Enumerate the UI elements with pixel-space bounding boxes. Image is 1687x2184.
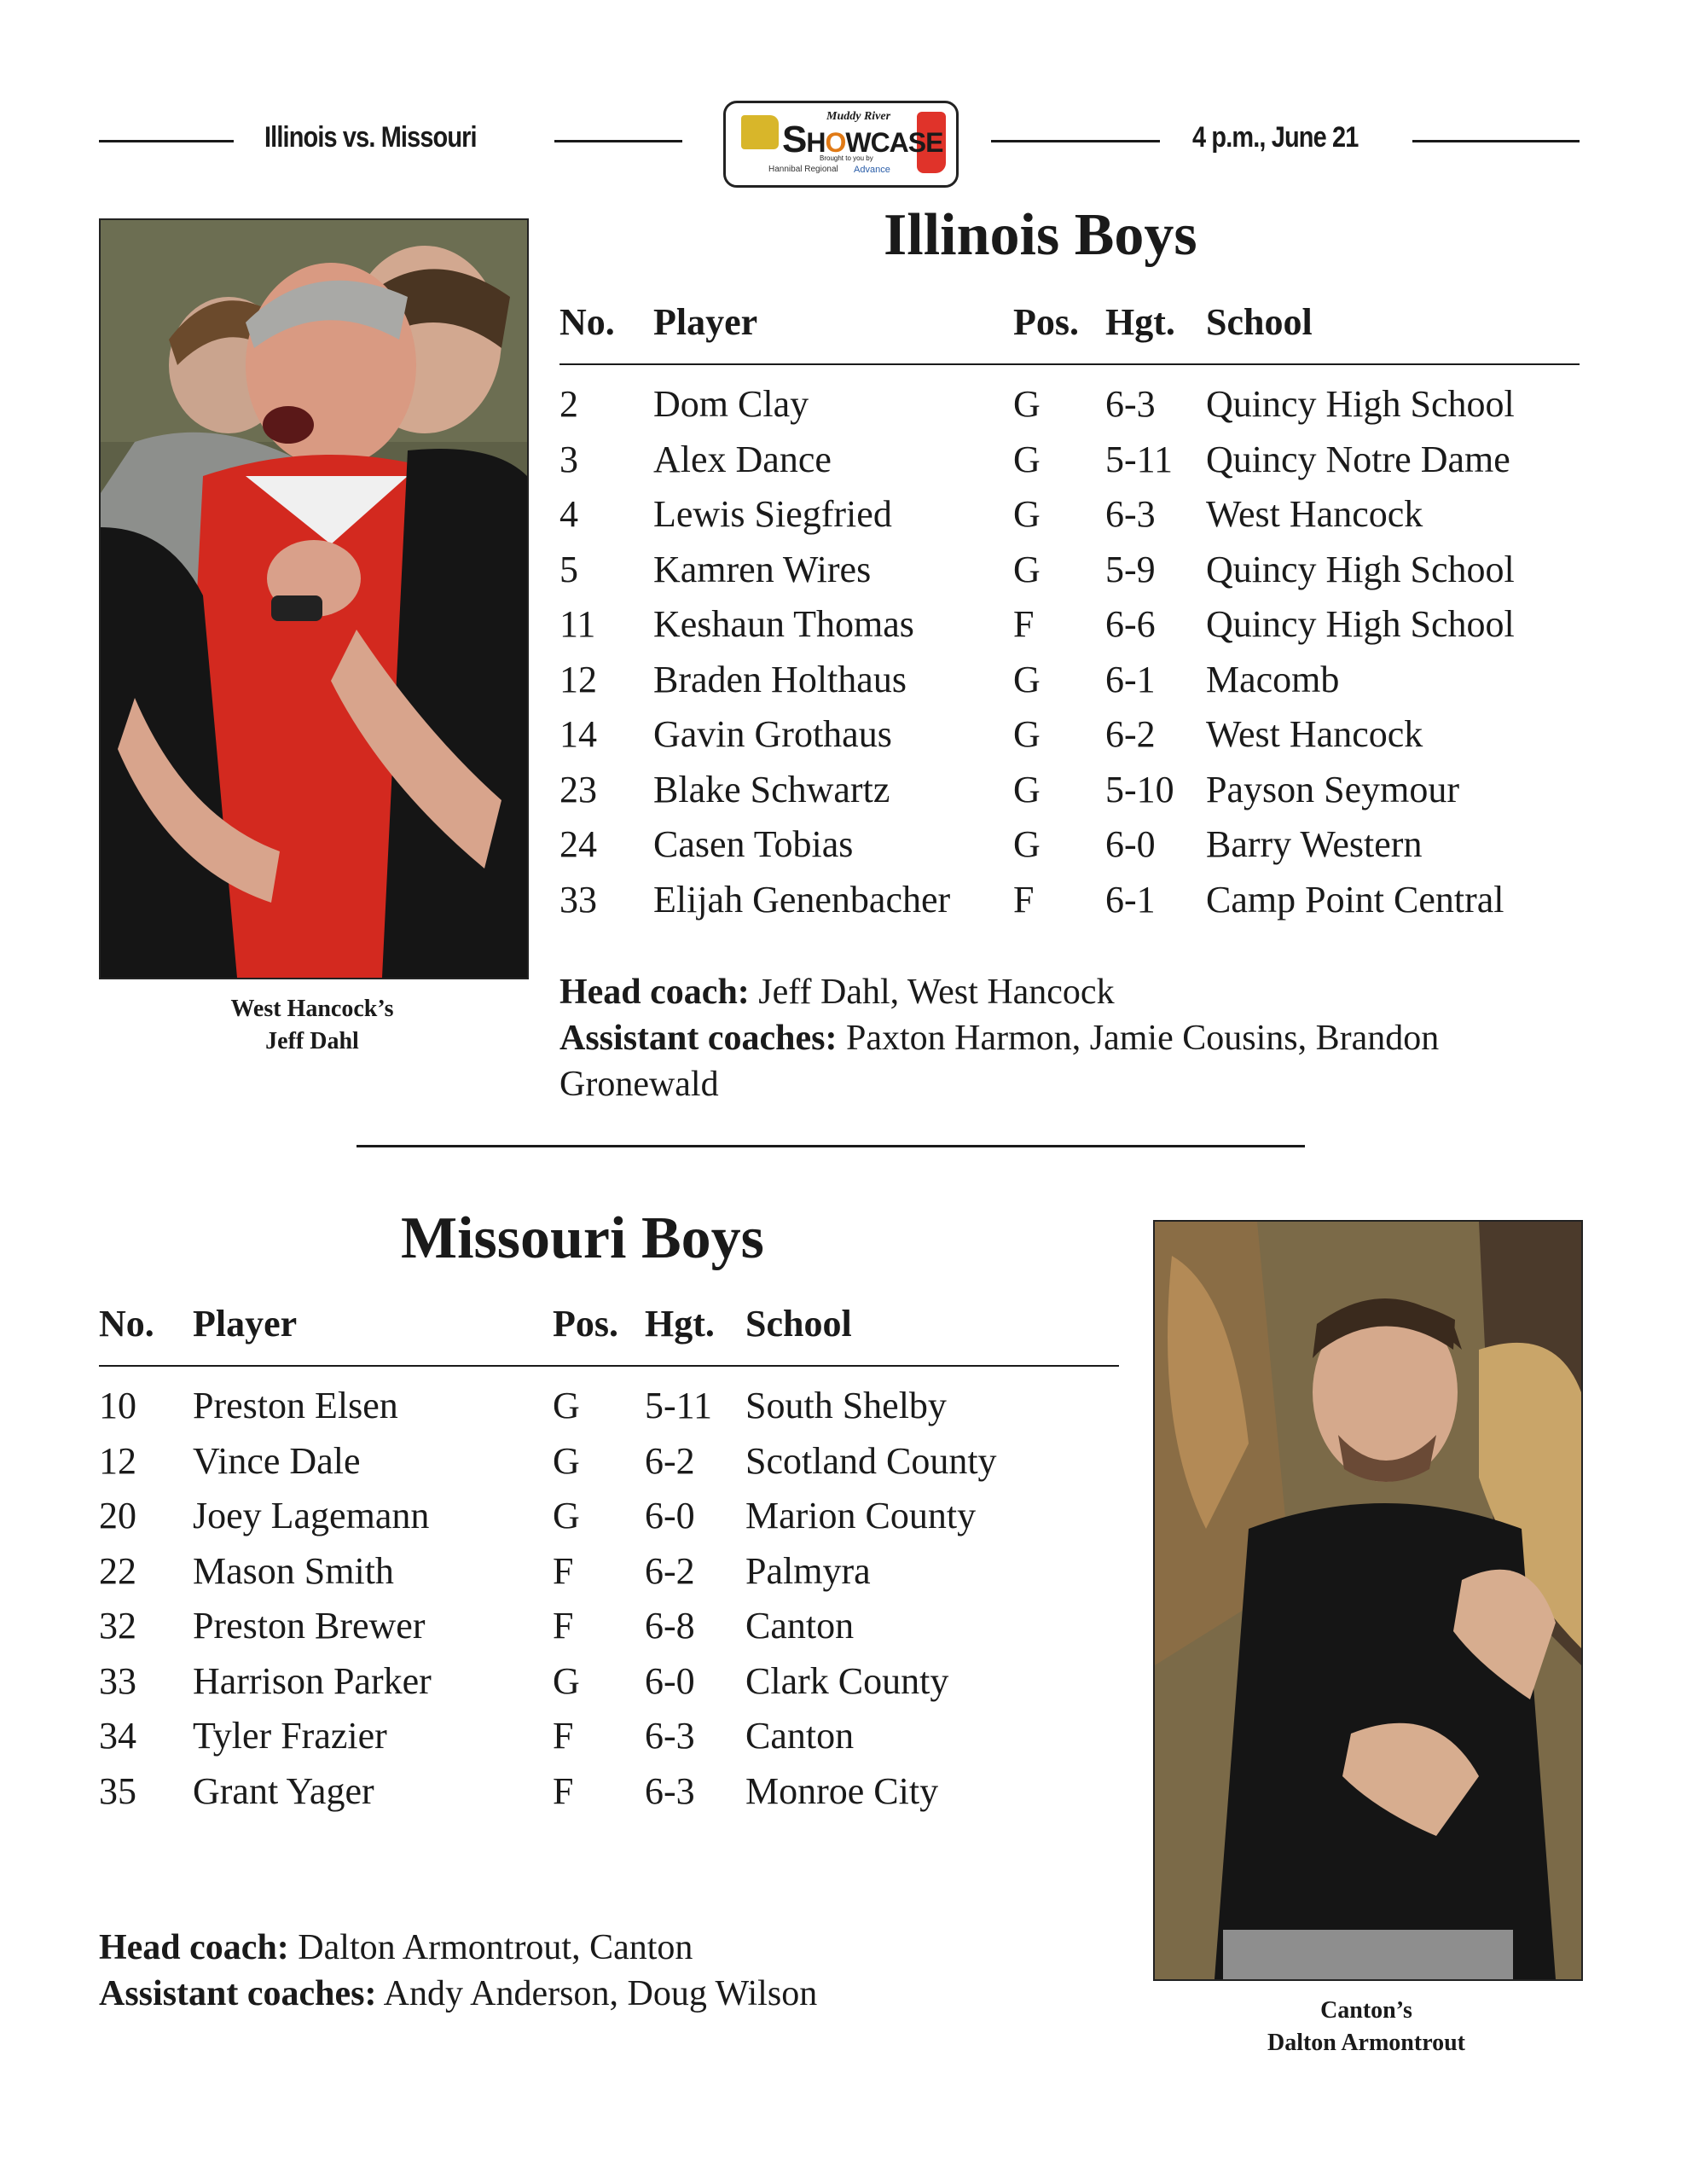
roster-row [99, 1769, 1119, 1824]
col-pos: Pos. [1013, 301, 1079, 343]
player-height: 5-11 [1105, 438, 1174, 480]
player-number: 12 [99, 1439, 136, 1482]
player-height: 6-1 [1105, 878, 1156, 921]
roster-row [559, 602, 1580, 657]
roster-row [559, 492, 1580, 547]
player-name: Tyler Frazier [193, 1715, 387, 1757]
player-height: 6-6 [1105, 603, 1156, 645]
player-name: Gavin Grothaus [653, 713, 892, 755]
logo-sponsor-1: Hannibal Regional [768, 165, 838, 174]
player-position: G [1013, 658, 1041, 700]
player-school: Palmyra [745, 1549, 871, 1592]
header-rule-right-2 [1412, 140, 1580, 142]
col-player: Player [193, 1303, 298, 1345]
roster-row [559, 548, 1580, 602]
player-number: 5 [559, 548, 578, 590]
roster-row [559, 822, 1580, 877]
missouri-assistant-coaches: Assistant coaches: Andy Anderson, Doug Wilson [99, 1974, 818, 2013]
player-position: G [1013, 493, 1041, 535]
player-height: 5-10 [1105, 768, 1174, 810]
missouri-roster-table [99, 1302, 1119, 1814]
player-position: G [1013, 548, 1041, 590]
player-school: Barry Western [1206, 823, 1423, 865]
roster-row [559, 658, 1580, 712]
player-number: 23 [559, 768, 597, 810]
player-number: 2 [559, 383, 578, 425]
player-position: G [1013, 383, 1041, 425]
roster-row [99, 1714, 1119, 1769]
player-name: Dom Clay [653, 383, 809, 425]
header-rule-left-1 [99, 140, 234, 142]
player-height: 6-3 [645, 1715, 695, 1757]
player-name: Keshaun Thomas [653, 603, 914, 645]
roster-row [99, 1549, 1119, 1604]
illinois-head-coach: Head coach: Jeff Dahl, West Hancock [559, 973, 1115, 1012]
player-school: South Shelby [745, 1385, 947, 1426]
player-name: Elijah Genenbacher [653, 878, 951, 921]
player-number: 34 [99, 1715, 136, 1757]
player-number: 11 [559, 603, 596, 645]
player-height: 6-2 [1105, 713, 1156, 755]
col-hgt: Hgt. [645, 1303, 715, 1345]
player-name: Casen Tobias [653, 823, 854, 865]
player-height: 5-9 [1105, 548, 1156, 590]
showcase-logo [723, 101, 959, 188]
roster-row [99, 1439, 1119, 1494]
player-position: G [1013, 713, 1041, 755]
game-time: 4 p.m., June 21 [1192, 121, 1359, 154]
player-school: Marion County [745, 1495, 977, 1536]
player-position: G [1013, 768, 1041, 810]
player-number: 33 [99, 1659, 136, 1702]
illinois-roster-table [559, 300, 1580, 932]
player-school: Canton [745, 1605, 855, 1647]
illinois-coach-photo [99, 218, 529, 979]
matchup-label: Illinois vs. Missouri [264, 121, 477, 154]
roster-row [99, 1384, 1119, 1438]
col-hgt: Hgt. [1105, 301, 1175, 343]
missouri-head-coach: Head coach: Dalton Armontrout, Canton [99, 1928, 693, 1967]
player-number: 10 [99, 1385, 136, 1426]
player-position: G [1013, 438, 1041, 480]
player-name: Mason Smith [193, 1549, 394, 1592]
player-height: 6-3 [1105, 493, 1156, 535]
player-position: G [1013, 823, 1041, 865]
player-position: G [553, 1385, 580, 1426]
player-name: Blake Schwartz [653, 768, 890, 810]
player-school: Quincy High School [1206, 383, 1515, 425]
player-height: 6-0 [645, 1659, 695, 1702]
roster-row [99, 1494, 1119, 1548]
player-school: West Hancock [1206, 713, 1423, 755]
player-school: Quincy High School [1206, 603, 1515, 645]
header-underline [559, 363, 1580, 365]
player-number: 3 [559, 438, 578, 480]
section-divider [357, 1145, 1305, 1147]
roster-row [559, 712, 1580, 767]
logo-sponsor-2: Advance [854, 165, 890, 175]
logo-wordmark: SHOWCASE [782, 119, 943, 160]
logo-line1: Muddy River [826, 110, 891, 123]
player-number: 35 [99, 1769, 136, 1812]
player-position: G [553, 1439, 580, 1482]
roster-row [559, 878, 1580, 932]
player-height: 6-2 [645, 1549, 695, 1592]
player-name: Lewis Siegfried [653, 493, 892, 535]
player-height: 6-8 [645, 1605, 695, 1647]
player-height: 6-0 [645, 1495, 695, 1536]
player-school: Quincy High School [1206, 548, 1515, 590]
player-number: 24 [559, 823, 597, 865]
player-school: West Hancock [1206, 493, 1423, 535]
player-number: 33 [559, 878, 597, 921]
col-pos: Pos. [553, 1303, 618, 1345]
player-height: 5-11 [645, 1385, 713, 1426]
player-school: Clark County [745, 1659, 949, 1702]
player-name: Kamren Wires [653, 548, 872, 590]
player-height: 6-2 [645, 1439, 695, 1482]
player-school: Macomb [1206, 658, 1340, 700]
player-height: 6-1 [1105, 658, 1156, 700]
roster-row [559, 768, 1580, 822]
col-player: Player [653, 301, 758, 343]
player-number: 12 [559, 658, 597, 700]
player-position: G [553, 1659, 580, 1702]
col-school: School [1206, 301, 1313, 343]
player-name: Harrison Parker [193, 1659, 432, 1702]
player-name: Preston Elsen [193, 1385, 398, 1426]
player-height: 6-0 [1105, 823, 1156, 865]
logo-brought: Brought to you by [820, 154, 873, 162]
player-school: Monroe City [745, 1769, 939, 1812]
player-position: F [1013, 878, 1035, 921]
col-no: No. [99, 1303, 154, 1345]
player-position: F [553, 1715, 574, 1757]
coach-photo-illustration [1155, 1222, 1581, 1979]
player-school: Quincy Notre Dame [1206, 438, 1510, 480]
player-height: 6-3 [1105, 383, 1156, 425]
roster-row [99, 1659, 1119, 1714]
header-rule-right-1 [991, 140, 1160, 142]
player-name: Alex Dance [653, 438, 832, 480]
missouri-photo-caption: Canton’s Dalton Armontrout [1267, 1997, 1466, 2056]
roster-row [559, 382, 1580, 437]
col-school: School [745, 1303, 852, 1345]
player-name: Preston Brewer [193, 1605, 426, 1647]
col-no: No. [559, 301, 615, 343]
roster-row [559, 438, 1580, 492]
header-underline [99, 1365, 1119, 1367]
illinois-photo-caption: West Hancock’s Jeff Dahl [230, 996, 394, 1054]
illinois-coaches [559, 969, 1580, 1107]
player-position: G [553, 1495, 580, 1536]
player-number: 32 [99, 1605, 136, 1647]
player-position: F [553, 1769, 574, 1812]
player-height: 6-3 [645, 1769, 695, 1812]
roster-row [99, 1604, 1119, 1658]
player-number: 22 [99, 1549, 136, 1592]
coach-photo-illustration [101, 220, 527, 978]
player-name: Vince Dale [193, 1439, 361, 1482]
player-position: F [553, 1549, 574, 1592]
player-number: 14 [559, 713, 597, 755]
player-name: Joey Lagemann [193, 1495, 430, 1536]
missouri-coach-photo [1153, 1220, 1583, 1981]
missouri-shape-icon [741, 115, 779, 149]
player-name: Braden Holthaus [653, 658, 907, 700]
missouri-coaches [99, 1925, 1122, 2017]
illinois-title: Illinois Boys [884, 202, 1197, 268]
player-position: F [553, 1605, 574, 1647]
player-school: Camp Point Central [1206, 878, 1504, 921]
player-school: Scotland County [745, 1439, 997, 1482]
illinois-assistant-coaches: Assistant coaches: Paxton Harmon, Jamie Cousins, Brandon Gronewald [559, 1019, 1440, 1104]
player-name: Grant Yager [193, 1769, 374, 1812]
player-number: 20 [99, 1495, 136, 1536]
missouri-title: Missouri Boys [401, 1205, 764, 1271]
player-number: 4 [559, 493, 578, 535]
player-position: F [1013, 603, 1035, 645]
header-rule-left-2 [554, 140, 682, 142]
player-school: Payson Seymour [1206, 768, 1459, 810]
player-school: Canton [745, 1715, 855, 1757]
